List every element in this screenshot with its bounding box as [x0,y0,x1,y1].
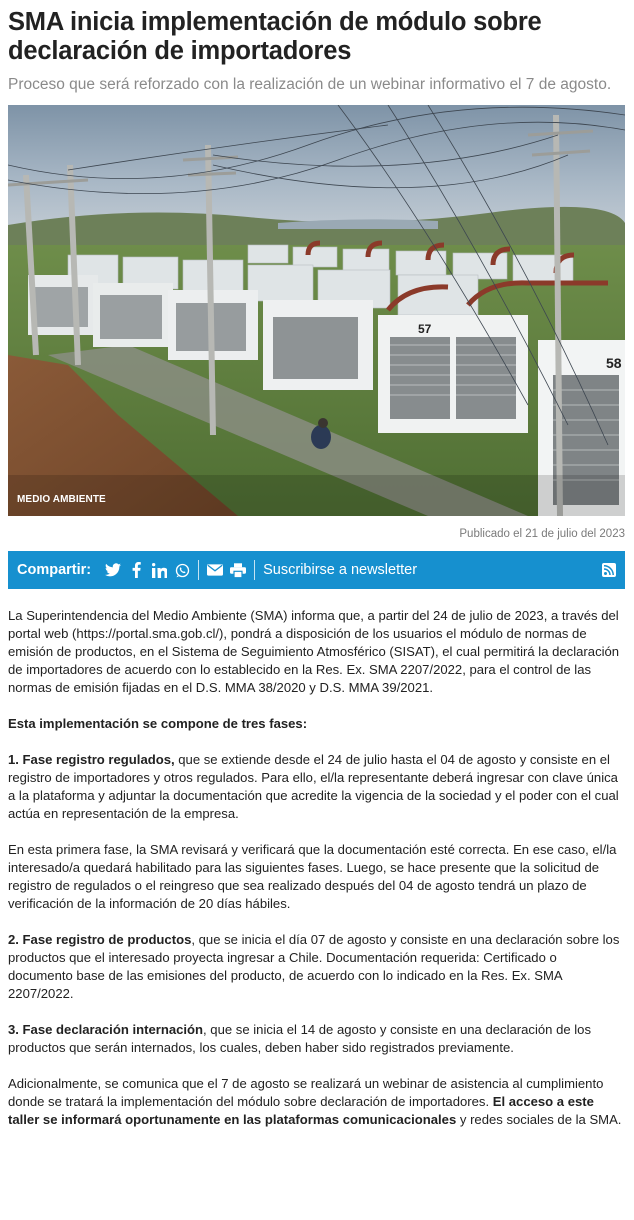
phases-heading: Esta implementación se compone de tres fases: [8,716,308,731]
paragraph-phases-heading [8,715,625,733]
article-subtitle: Proceso que será reforzado con la realización de un webinar informativo el 7 de agosto. [8,76,612,93]
generator-field-photo [8,105,625,516]
paragraph-phase-2 [8,931,625,1003]
phase-2-text: , que se inicia el día 07 de agosto y consiste en una declaración sobre los productos que el interesado proyecta ingresar a Chile. Documentación requerida: Certificado o documento base de las emisiones del producto, de acuerdo con lo indicado en la Res. Ex. SMA 2207/2022. [8,932,620,1001]
article-page [0,8,634,1220]
newsletter-link[interactable]: Suscribirse a newsletter [263,562,418,578]
rss-icon[interactable] [602,563,616,577]
phase-1-title: 1. Fase registro regulados, [8,752,175,767]
webinar-text: Adicionalmente, se comunica que el 7 de agosto se realizará un webinar de asistencia al cumplimiento donde se tratará la implementación del módulo sobre declaración de importadores. [8,1076,604,1109]
paragraph-phase-1 [8,751,625,823]
phase-3-text: , que se inicia el 14 de agosto y consiste en una declaración de los productos que serán internados, los cuales, deben haber sido registrados previamente. [8,1022,592,1055]
webinar-access-note: El acceso a este taller se informará oportunamente en las plataformas comunicacionales [8,1094,594,1127]
phase-1-text: que se extiende desde el 24 de julio hasta el 04 de agosto y consiste en el registro de importadores y otros regulados. Para ello, el/la representante deberá ingresar con clave única a la plataforma y adjuntar la documentación que acredite la vigencia de la sociedad y el poder con el cual actúa en representación de la empresa. [8,752,619,821]
print-icon[interactable] [230,562,246,578]
share-bar [8,551,625,589]
email-icon[interactable] [207,562,223,578]
divider [254,560,255,580]
twitter-icon[interactable] [105,562,121,578]
category-tag[interactable]: MEDIO AMBIENTE [17,494,106,505]
paragraph-phase-3 [8,1021,625,1057]
publish-date: Publicado el 21 de julio del 2023 [459,528,625,540]
webinar-tail: y redes sociales de la SMA. [456,1112,622,1127]
share-icons-secondary [207,562,246,578]
article-title: SMA inicia implementación de módulo sobre declaración de importadores [8,8,542,65]
phase-2-title: 2. Fase registro de productos [8,932,192,947]
paragraph-webinar [8,1075,625,1129]
hero-image [8,105,625,516]
paragraph-intro: La Superintendencia del Medio Ambiente (SMA) informa que, a partir del 24 de julio de 2023, a través del portal web (https://portal.sma.gob.cl/), pondrá a disposición de los usuarios el módulo de normas de emisión de productos, en el Sistema de Seguimiento Atmosférico (SISAT), el cual permitirá la declaración de importadores de acuerdo con lo establecido en la Res. Ex. SMA 2207/2022, para el control de las normas de emisión fijadas en el D.S. MMA 38/2020 y D.S. MMA 39/2021. [8,608,620,695]
share-icons [105,562,190,578]
phase-3-title: 3. Fase declaración internación [8,1022,204,1037]
unit-number-57: 57 [418,322,432,336]
whatsapp-icon[interactable] [174,562,190,578]
facebook-icon[interactable] [128,562,144,578]
share-label: Compartir: [17,562,92,578]
unit-number-58: 58 [606,355,622,371]
divider [198,560,199,580]
linkedin-icon[interactable] [151,562,167,578]
paragraph-phase-1-detail: En esta primera fase, la SMA revisará y verificará que la documentación esté correcta. En ese caso, el/la interesado/a quedará habilitado para las siguientes fases. Luego, se hace presente que la solicitud de registro de regulados o el reingreso que sea realizado después del 04 de agosto tendrá un plazo de verificación de la información de 20 días hábiles. [8,842,617,911]
article-body [8,607,625,1129]
